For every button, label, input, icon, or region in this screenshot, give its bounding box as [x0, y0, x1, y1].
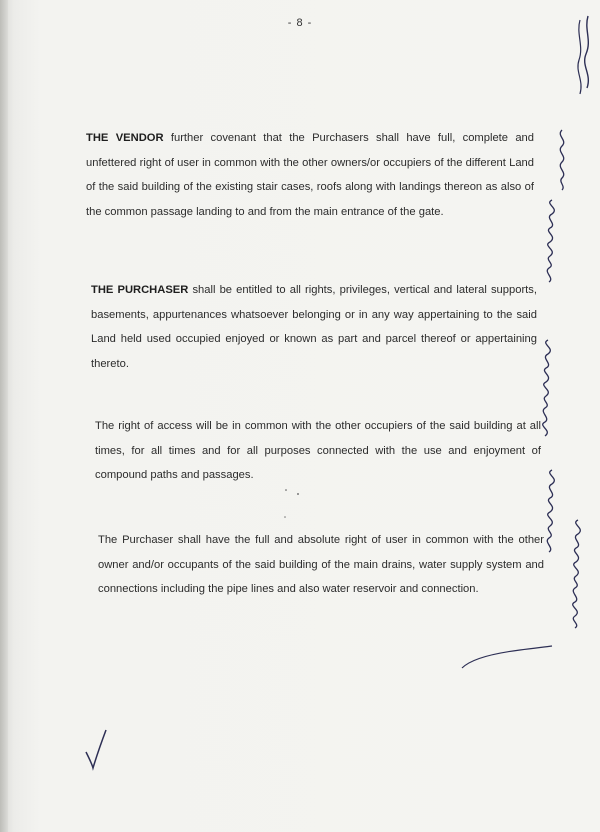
margin-signature-4 [543, 340, 551, 436]
margin-signature-6 [573, 520, 581, 628]
speck [285, 489, 287, 491]
paragraph-text: The right of access will be in common with the other occupiers of the said building at all times, for all times and for all purposes connected with the use and enjoyment of compound paths and passages. [95, 420, 541, 481]
speck [297, 493, 299, 495]
paragraph-text: The Purchaser shall have the full and absolute right of user in common with the other owner and/or occupants of the said building of the main drains, water supply system and connections including the pipe lines and also water reservoir and connection. [98, 534, 544, 595]
margin-signature-1 [585, 16, 589, 88]
paragraph-lead: THE VENDOR [86, 132, 164, 144]
margin-signature-5 [547, 470, 554, 552]
tick-mark [86, 730, 106, 768]
paragraph-text: further covenant that the Purchasers shall have full, complete and unfettered right of user in common with the other owners/or occupiers of the different Land of the said building of the existing stair cases, roofs along with landings thereon as also of the common passage landing to and from the main entrance of the gate. [86, 132, 534, 218]
signature-underline [462, 646, 552, 668]
margin-signature-2 [560, 130, 563, 190]
margin-signature-1b [578, 20, 581, 94]
margin-signature-3 [547, 200, 554, 282]
speck [284, 516, 286, 518]
paragraph-lead: THE PURCHASER [91, 284, 189, 296]
page-number: - 8 - [287, 17, 313, 29]
paragraph-text: shall be entitled to all rights, privileges, vertical and lateral supports, basements, appurtenances whatsoever belonging or in any way appertaining to the said Land held used occupied enjoyed or known as part and parcel thereof or appertaining thereto. [91, 284, 537, 370]
